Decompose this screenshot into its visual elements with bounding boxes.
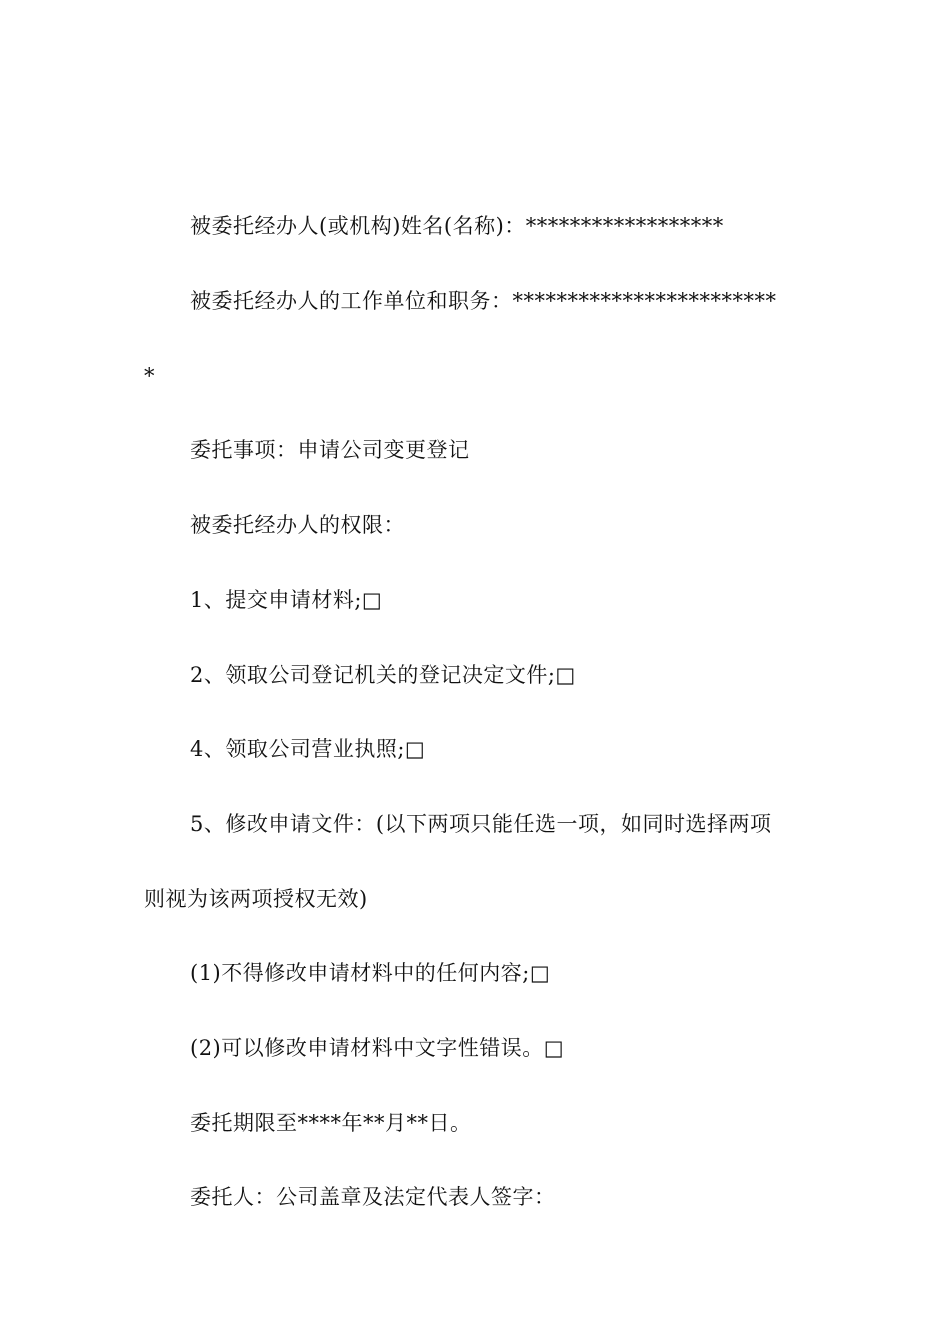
authority-item-2: 2、领取公司登记机关的登记决定文件;□ xyxy=(190,663,576,687)
authority-item-5-continuation: 则视为该两项授权无效) xyxy=(144,887,368,911)
authority-item-4: 4、领取公司营业执照;□ xyxy=(190,737,426,761)
authority-title: 被委托经办人的权限： xyxy=(190,513,405,537)
agent-unit-line: 被委托经办人的工作单位和职务：************************ xyxy=(190,289,777,313)
term-line: 委托期限至****年**月**日。 xyxy=(190,1111,472,1135)
option-2: (2)可以修改申请材料中文字性错误。□ xyxy=(190,1036,565,1060)
matter-line: 委托事项：申请公司变更登记 xyxy=(190,438,470,462)
authority-item-1: 1、提交申请材料;□ xyxy=(190,588,383,612)
option-1: (1)不得修改申请材料中的任何内容;□ xyxy=(190,961,551,985)
principal-line: 委托人：公司盖章及法定代表人签字： xyxy=(190,1185,556,1209)
authority-item-5: 5、修改申请文件：(以下两项只能任选一项，如同时选择两项 xyxy=(190,812,772,836)
agent-unit-continuation: * xyxy=(144,364,155,388)
agent-name-line: 被委托经办人(或机构)姓名(名称)：****************** xyxy=(190,214,724,238)
